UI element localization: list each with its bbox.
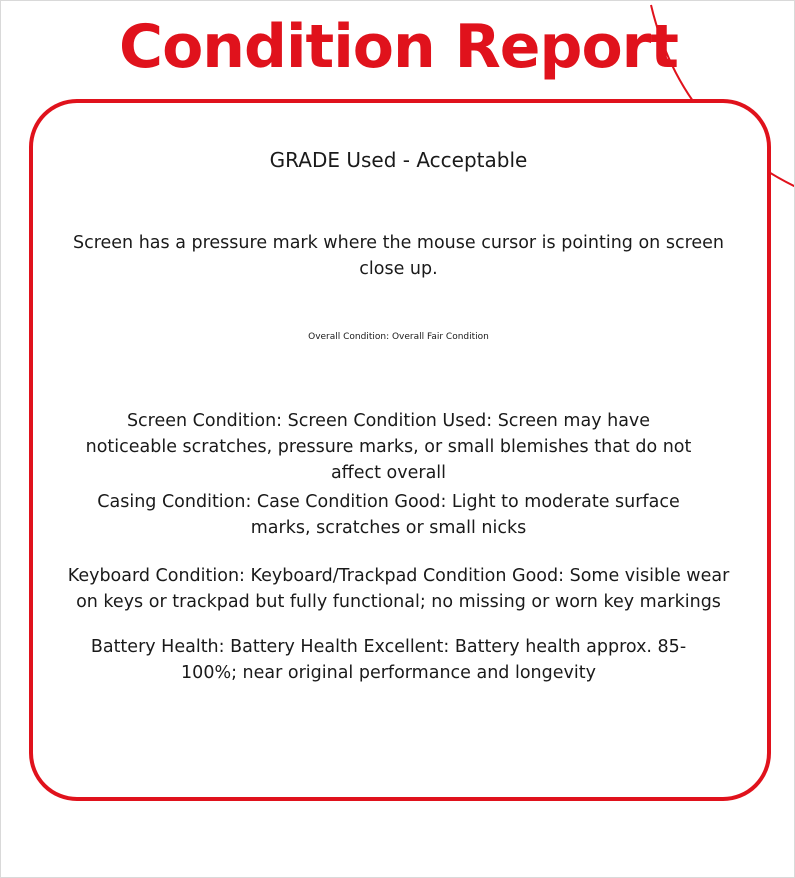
condition-note: Screen has a pressure mark where the mouse cursor is pointing on screen close up.: [72, 233, 725, 279]
screen-condition: Screen Condition: Screen Condition Used: Screen may have noticeable scratches, pressure marks, or small blemishes that do not affect overall: [85, 411, 692, 483]
grade-heading: GRADE Used - Acceptable: [269, 148, 528, 172]
keyboard-condition: Keyboard Condition: Keyboard/Trackpad Condition Good: Some visible wear on keys or trackpad but fully functional; no missing or worn key markings: [67, 566, 730, 612]
battery-health: Battery Health: Battery Health Excellent: Battery health approx. 85-100%; near original performance and longevity: [90, 637, 687, 683]
overall-condition: Overall Condition: Overall Fair Condition: [308, 332, 489, 342]
casing-condition: Casing Condition: Case Condition Good: Light to moderate surface marks, scratches or small nicks: [97, 492, 680, 538]
page-title: Condition Report: [119, 12, 678, 82]
